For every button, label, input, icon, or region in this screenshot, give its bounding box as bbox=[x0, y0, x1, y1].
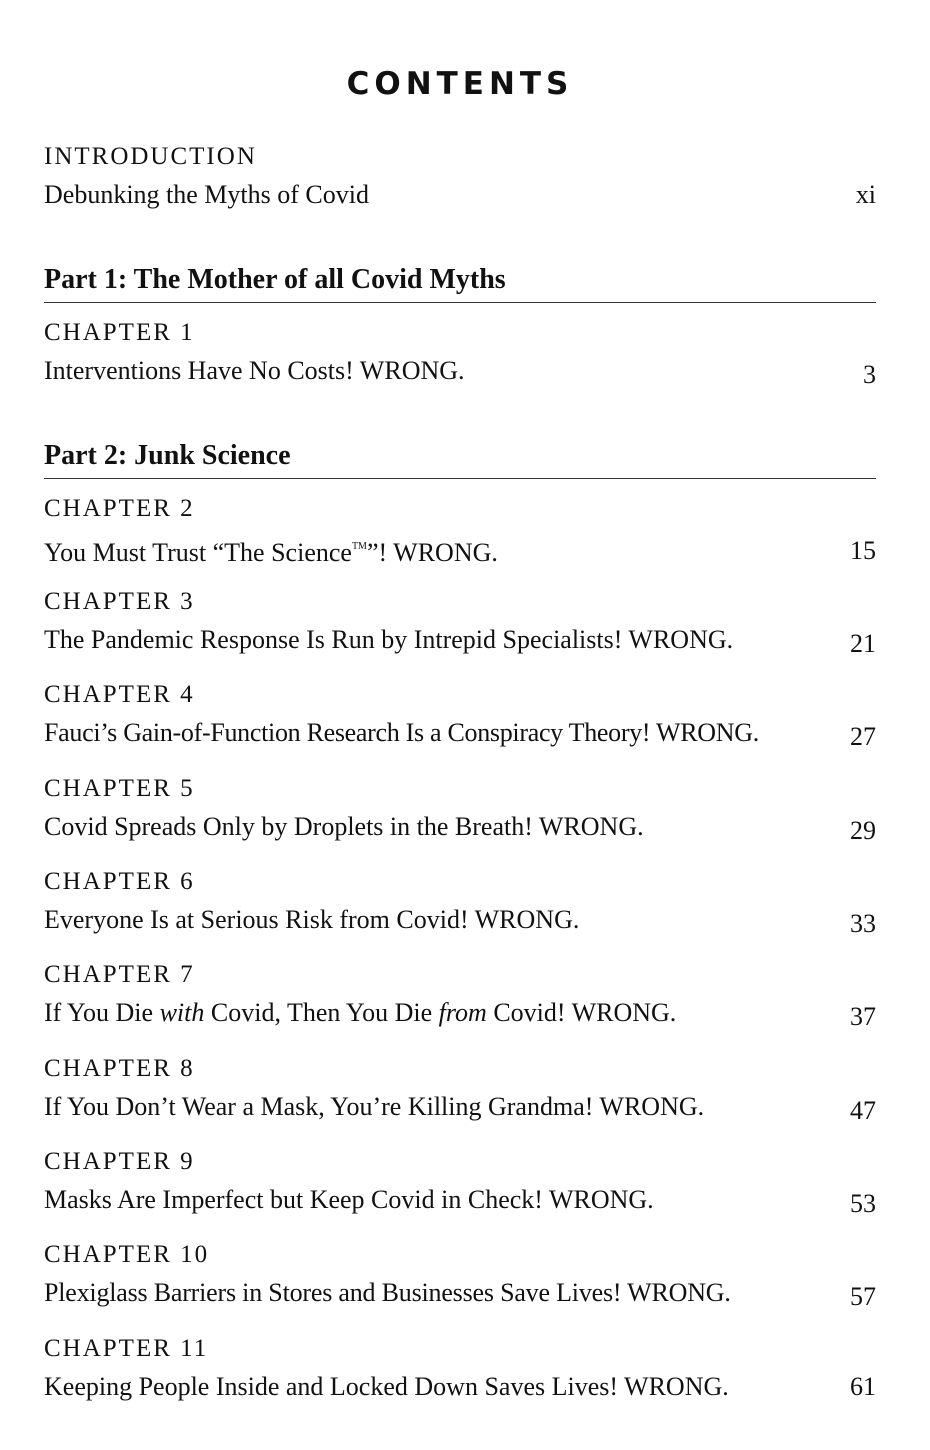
toc-entry-chapter-8[interactable] bbox=[44, 1054, 876, 1125]
toc-entry-chapter-6[interactable] bbox=[44, 867, 876, 938]
entry-label: CHAPTER 4 bbox=[44, 681, 195, 708]
entry-title: Debunking the Myths of Covid bbox=[44, 180, 369, 209]
entry-title: Keeping People Inside and Locked Down Saves Lives! WRONG. bbox=[44, 1372, 729, 1401]
part-heading bbox=[44, 438, 876, 479]
entry-title: Plexiglass Barriers in Stores and Businesses Save Lives! WRONG. bbox=[44, 1278, 731, 1307]
entry-label: INTRODUCTION bbox=[44, 143, 257, 170]
entry-title: Covid Spreads Only by Droplets in the Breath! WRONG. bbox=[44, 812, 644, 841]
toc-entry-chapter-5[interactable] bbox=[44, 774, 876, 845]
page-title: CONTENTS bbox=[346, 66, 574, 102]
page-number: 53 bbox=[850, 1189, 876, 1218]
page-number: 57 bbox=[850, 1282, 876, 1311]
page-number: xi bbox=[855, 180, 876, 209]
toc-entry-chapter-10[interactable] bbox=[44, 1240, 876, 1311]
page-number: 29 bbox=[850, 816, 876, 845]
entry-title: Interventions Have No Costs! WRONG. bbox=[44, 356, 465, 385]
entry-label: CHAPTER 5 bbox=[44, 775, 195, 802]
page-number: 3 bbox=[863, 360, 876, 389]
entry-title: If You Die with Covid, Then You Die from Covid! WRONG. bbox=[44, 998, 677, 1027]
entry-title: Masks Are Imperfect but Keep Covid in Check! WRONG. bbox=[44, 1185, 654, 1214]
toc-entry-chapter-7[interactable] bbox=[44, 960, 876, 1031]
entry-label: CHAPTER 2 bbox=[44, 495, 195, 522]
entry-label: CHAPTER 6 bbox=[44, 868, 195, 895]
entry-title: The Pandemic Response Is Run by Intrepid Specialists! WRONG. bbox=[44, 625, 734, 654]
toc-entry-chapter-11[interactable] bbox=[44, 1334, 876, 1405]
entry-title: If You Don’t Wear a Mask, You’re Killing Grandma! WRONG. bbox=[44, 1092, 705, 1121]
toc-entry-chapter-4[interactable] bbox=[44, 680, 876, 751]
entry-label: CHAPTER 1 bbox=[44, 319, 195, 346]
part-title: Part 2: Junk Science bbox=[44, 440, 291, 471]
page-number: 27 bbox=[850, 722, 876, 751]
entry-label: CHAPTER 11 bbox=[44, 1335, 209, 1362]
page-number: 21 bbox=[850, 629, 876, 658]
page-number: 47 bbox=[850, 1096, 876, 1125]
entry-title: Fauci’s Gain-of-Function Research Is a Conspiracy Theory! WRONG. bbox=[44, 718, 759, 747]
page-number: 37 bbox=[850, 1002, 876, 1031]
trademark-mark: TM bbox=[351, 541, 367, 552]
entry-label: CHAPTER 10 bbox=[44, 1241, 210, 1268]
entry-label: CHAPTER 8 bbox=[44, 1055, 195, 1082]
entry-label: CHAPTER 3 bbox=[44, 588, 195, 615]
toc-entry-introduction[interactable] bbox=[44, 142, 876, 213]
part-heading bbox=[44, 262, 876, 303]
part-title: Part 1: The Mother of all Covid Myths bbox=[44, 264, 506, 295]
toc-entry-chapter-2[interactable] bbox=[44, 494, 876, 565]
toc-entry-chapter-9[interactable] bbox=[44, 1147, 876, 1218]
entry-label: CHAPTER 7 bbox=[44, 961, 195, 988]
entry-title: You Must Trust “The Science™”! WRONG. bbox=[44, 538, 498, 567]
toc-entry-chapter-3[interactable] bbox=[44, 587, 876, 658]
entry-label: CHAPTER 9 bbox=[44, 1148, 195, 1175]
page-number: 61 bbox=[850, 1372, 876, 1401]
toc-entry-chapter-1[interactable] bbox=[44, 318, 876, 389]
page-number: 33 bbox=[850, 909, 876, 938]
entry-title: Everyone Is at Serious Risk from Covid! WRONG. bbox=[44, 905, 580, 934]
page-number: 15 bbox=[850, 536, 876, 565]
